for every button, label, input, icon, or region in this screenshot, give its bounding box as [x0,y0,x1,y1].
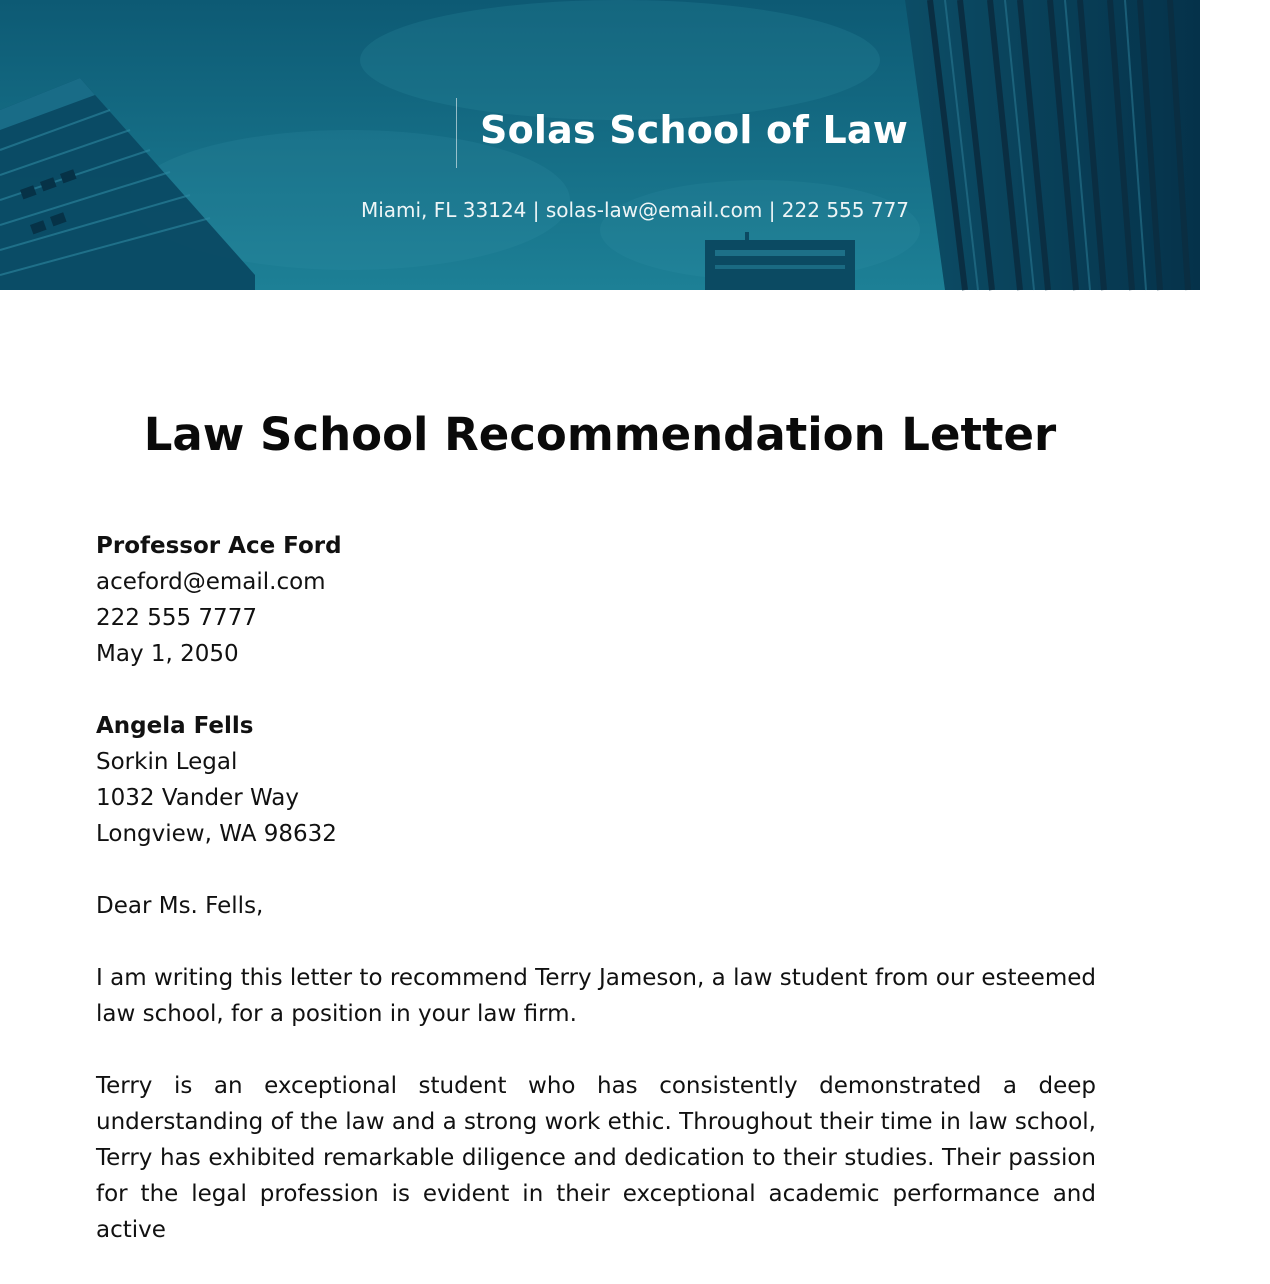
recipient-name: Angela Fells [96,713,254,739]
letter-paragraph: Terry is an exceptional student who has consistently demonstrated a deep understanding of the law and a strong work ethic. Throughout their time in law school, Terry has exhibited remarkable diligence and dedication to their studies. Their passion for the legal profession is evident in their exceptional academic performance and active [96,1073,1096,1243]
letter-paragraph: I am writing this letter to recommend Terry Jameson, a law student from our esteemed law school, for a position in your law firm. [96,965,1096,1027]
document-title: Law School Recommendation Letter [143,408,1057,461]
school-contact-line: Miami, FL 33124 | solas-law@email.com | 222 555 777 [360,198,910,222]
recipient-city: Longview, WA 98632 [96,821,337,847]
letter-date: May 1, 2050 [96,641,239,667]
header-divider [456,98,457,168]
recipient-company: Sorkin Legal [96,749,238,775]
recipient-block [96,708,1096,852]
letter-content [96,528,1096,1284]
school-name: Solas School of Law [480,108,909,152]
recipient-street: 1032 Vander Way [96,785,299,811]
sender-name: Professor Ace Ford [96,533,342,559]
sender-email: aceford@email.com [96,569,326,595]
salutation: Dear Ms. Fells, [96,893,264,919]
header-banner [0,0,1200,290]
sender-block [96,528,1096,672]
sender-phone: 222 555 7777 [96,605,257,631]
